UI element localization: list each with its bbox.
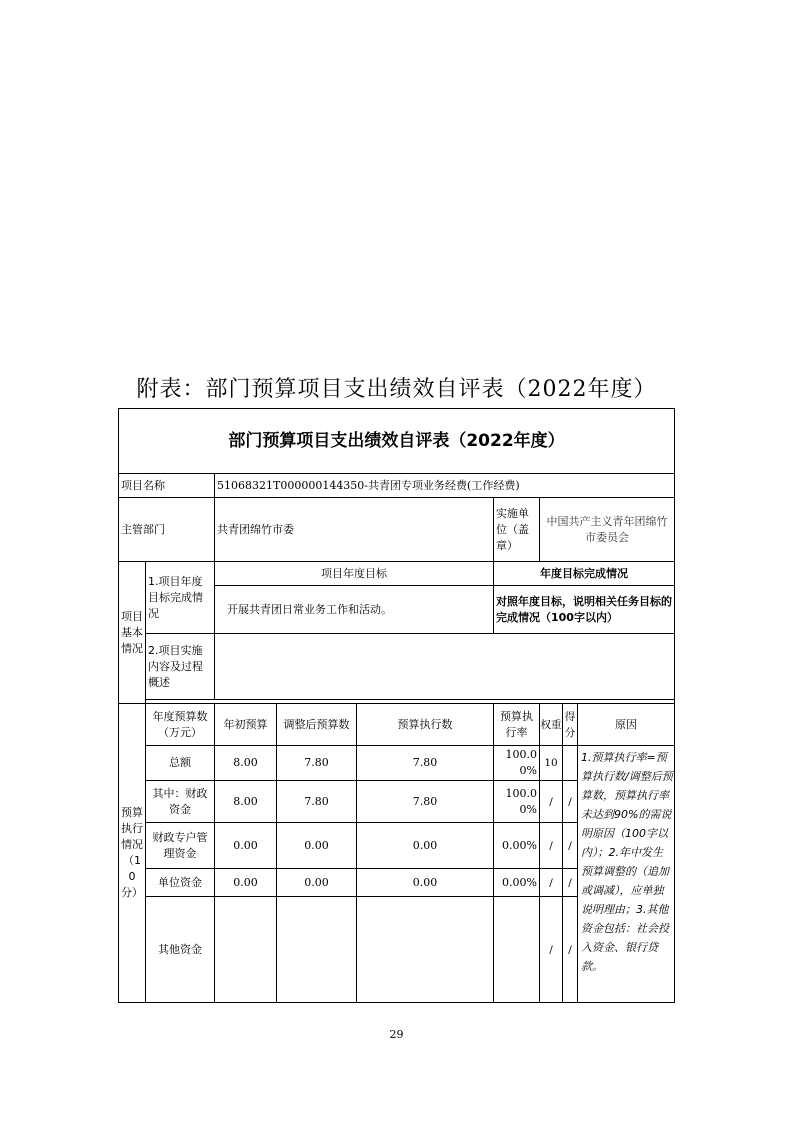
impl-value: 中国共产主义青年团绵竹市委员会	[540, 498, 675, 562]
row-executed: 7.80	[357, 781, 494, 823]
goal-header: 项目年度目标	[215, 562, 494, 586]
header-rate: 预算执行率	[494, 704, 540, 746]
row-adjusted: 0.00	[277, 869, 357, 897]
page-caption: 附表：部门预算项目支出绩效自评表（2022年度）	[136, 377, 657, 402]
row-executed: 7.80	[357, 746, 494, 781]
row-weight: /	[540, 823, 563, 869]
row-weight: 10	[540, 746, 563, 781]
row-adjusted: 7.80	[277, 746, 357, 781]
header-initial: 年初预算	[215, 704, 277, 746]
completion-header: 年度目标完成情况	[494, 562, 675, 586]
goal-text: 开展共青团日常业务工作和活动。	[215, 586, 494, 634]
row-initial	[215, 897, 277, 1003]
dept-label: 主管部门	[119, 498, 215, 562]
dept-value: 共青团绵竹市委	[215, 498, 494, 562]
row-score: /	[563, 897, 578, 1003]
row-weight: /	[540, 897, 563, 1003]
row-rate: 0.00%	[494, 823, 540, 869]
goal-label: 1.项目年度目标完成情况	[146, 562, 215, 634]
table-title: 部门预算项目支出绩效自评表（2022年度）	[119, 409, 675, 474]
row-rate	[494, 897, 540, 1003]
budget-label: 预算执行情况（10分）	[119, 704, 146, 1003]
header-reason: 原因	[578, 704, 675, 746]
impl-label: 实施单位（盖章）	[494, 498, 540, 562]
row-initial: 8.00	[215, 746, 277, 781]
row-name: 总额	[146, 746, 215, 781]
row-rate: 100.00%	[494, 746, 540, 781]
row-rate: 100.00%	[494, 781, 540, 823]
row-initial: 8.00	[215, 781, 277, 823]
page-number: 29	[389, 1028, 404, 1041]
header-funds: 年度预算数（万元）	[146, 704, 215, 746]
row-rate: 0.00%	[494, 869, 540, 897]
row-initial: 0.00	[215, 869, 277, 897]
row-executed: 0.00	[357, 823, 494, 869]
completion-text: 对照年度目标，说明相关任务目标的完成情况（100字以内）	[494, 586, 675, 634]
self-evaluation-table	[118, 408, 675, 1003]
row-name: 单位资金	[146, 869, 215, 897]
row-adjusted	[277, 897, 357, 1003]
row-adjusted: 0.00	[277, 823, 357, 869]
header-score: 得分	[563, 704, 578, 746]
row-weight: /	[540, 869, 563, 897]
row-executed: 0.00	[357, 869, 494, 897]
row-score: /	[563, 781, 578, 823]
process-text	[215, 634, 675, 700]
row-adjusted: 7.80	[277, 781, 357, 823]
project-name-value: 51068321T000000144350-共青团专项业务经费(工作经费)	[215, 474, 675, 498]
row-name: 其中：财政资金	[146, 781, 215, 823]
row-score: /	[563, 869, 578, 897]
header-executed: 预算执行数	[357, 704, 494, 746]
row-executed	[357, 897, 494, 1003]
project-name-label: 项目名称	[119, 474, 215, 498]
process-label: 2.项目实施内容及过程概述	[146, 634, 215, 700]
row-score: /	[563, 823, 578, 869]
row-weight: /	[540, 781, 563, 823]
basic-label: 项目基本情况	[119, 562, 146, 704]
row-initial: 0.00	[215, 823, 277, 869]
row-score	[563, 746, 578, 781]
reason-text: 1.预算执行率=预算执行数/调整后预算数，预算执行率未达到90%的需说明原因（100字以内）；2.年中发生预算调整的（追加或调减），应单独说明理由；3.其他资金包括：社会投入资金、银行贷款。	[578, 746, 675, 1003]
row-name: 其他资金	[146, 897, 215, 1003]
header-weight: 权重	[540, 704, 563, 746]
header-adjusted: 调整后预算数	[277, 704, 357, 746]
row-name: 财政专户管理资金	[146, 823, 215, 869]
